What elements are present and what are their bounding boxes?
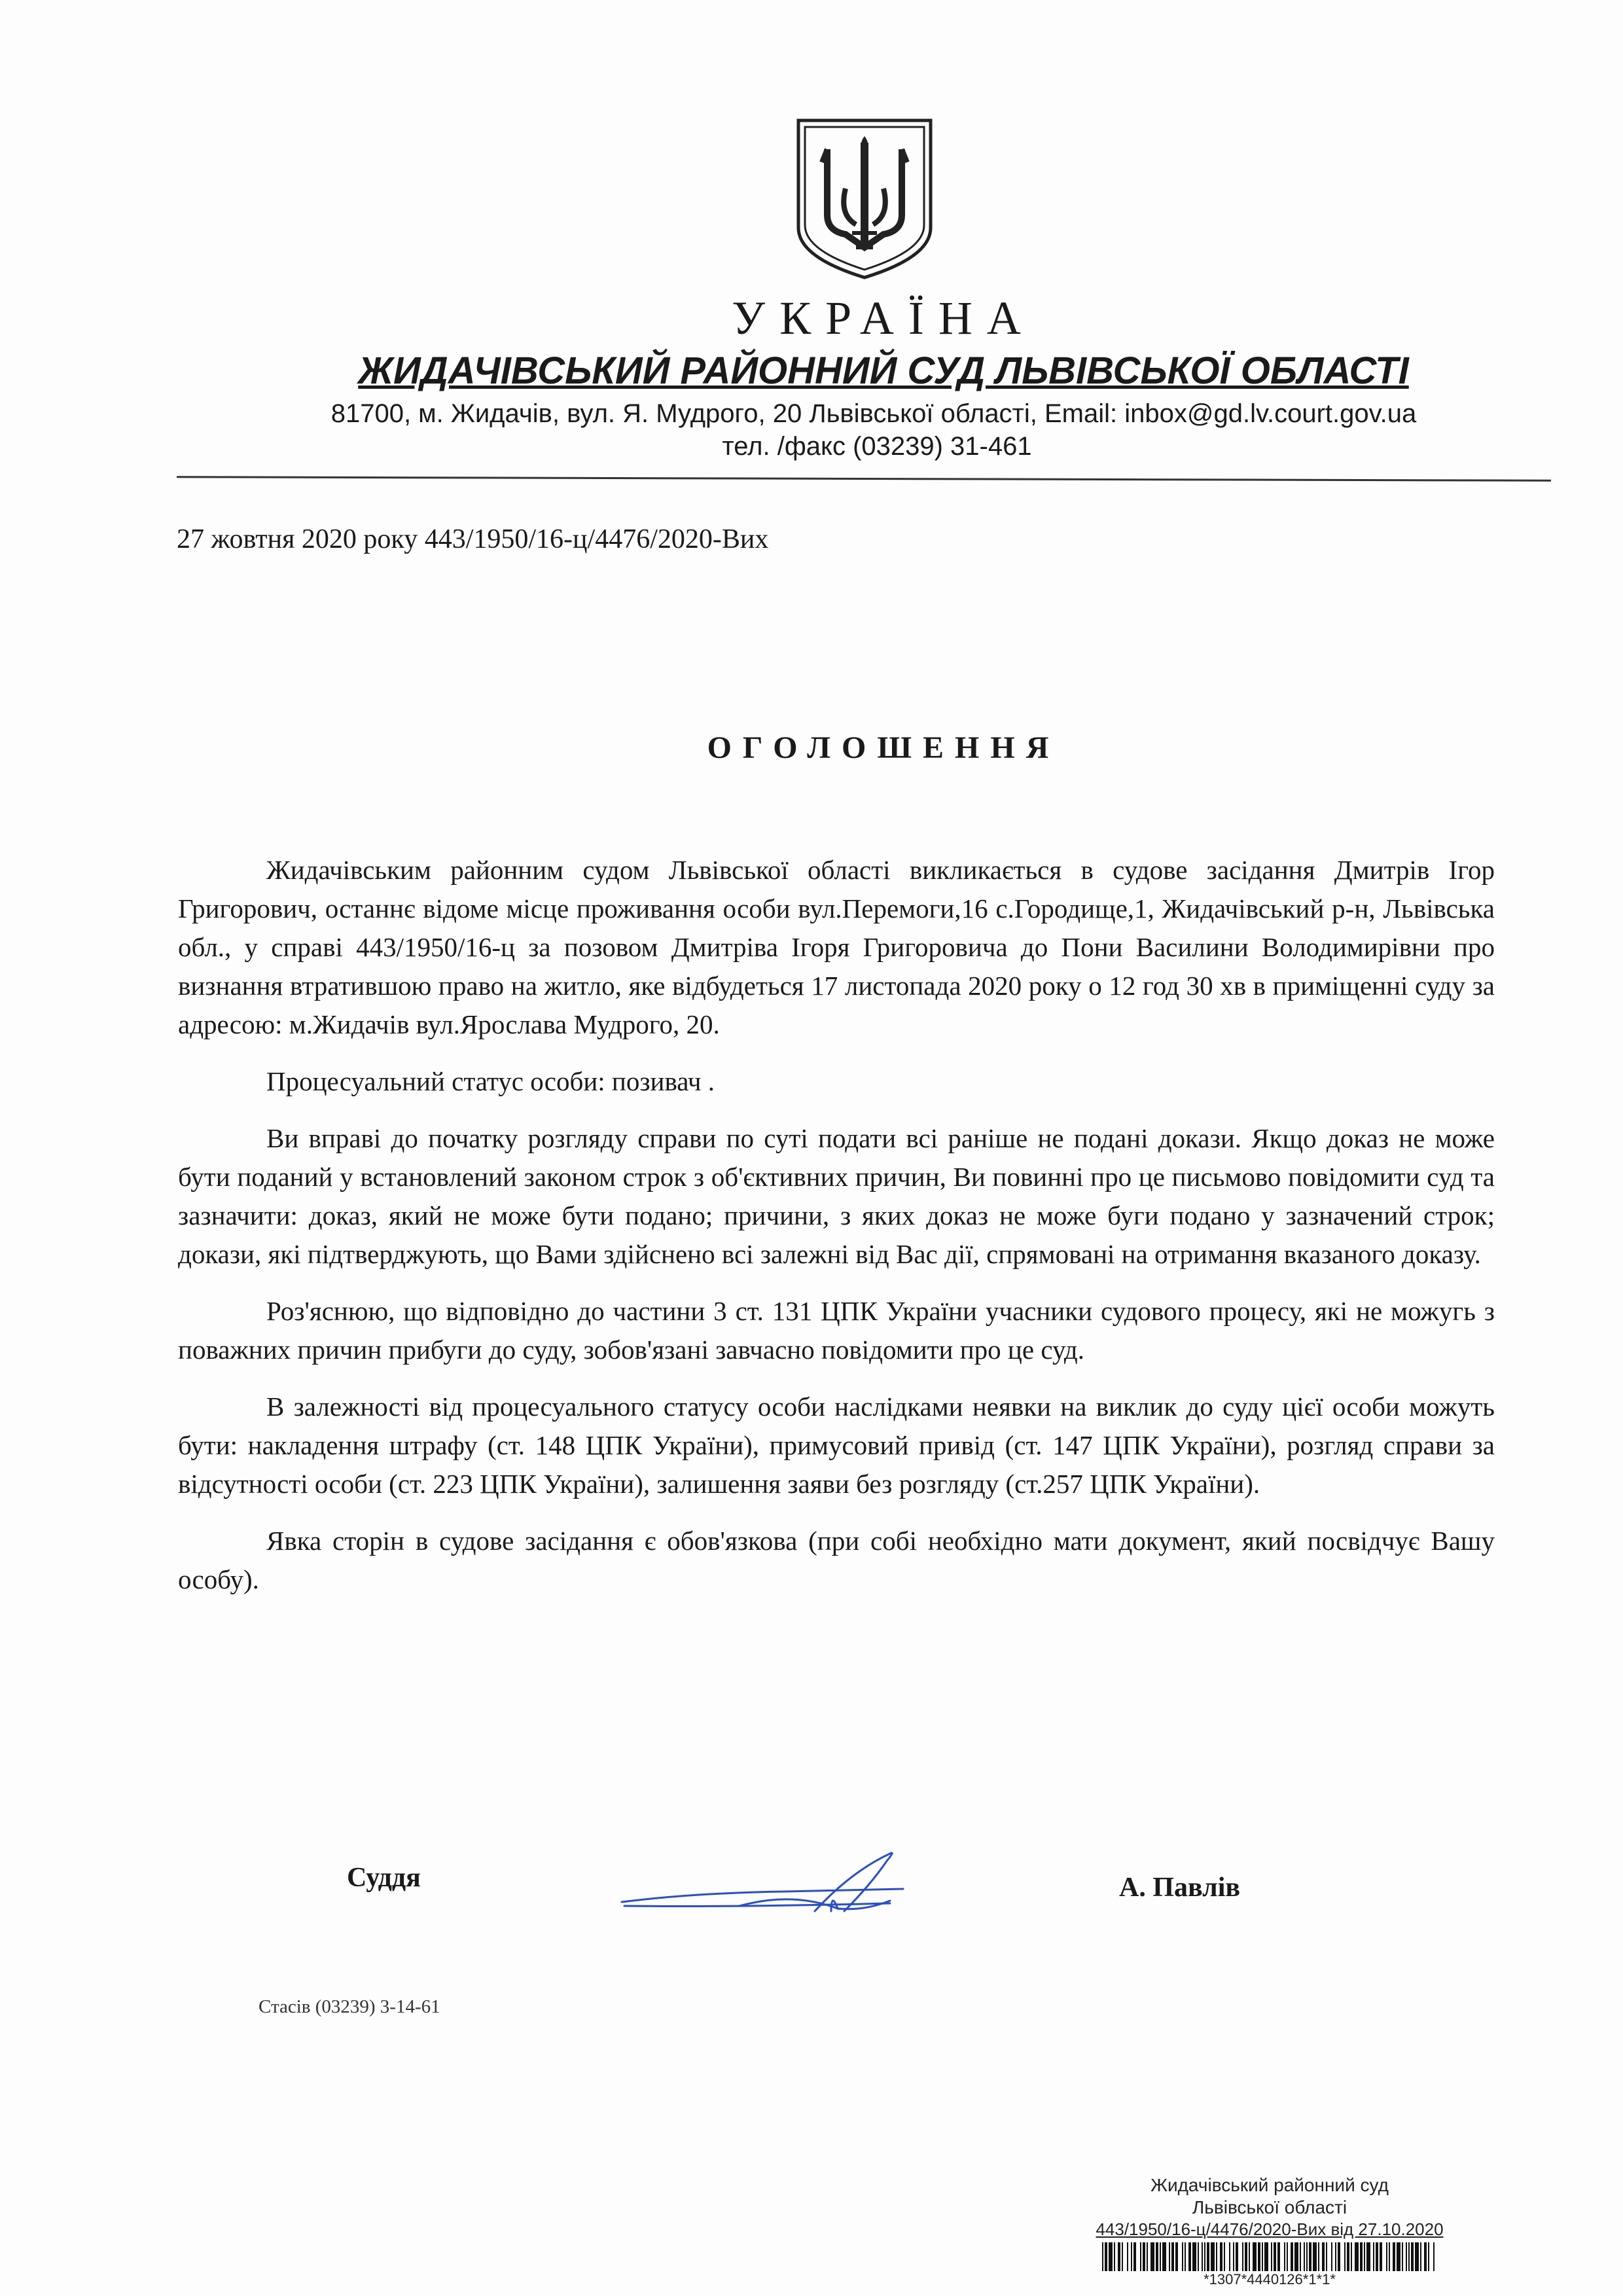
executor-contact: Стасів (03239) 3-14-61: [259, 1996, 440, 2017]
barcode-bar: [1428, 2242, 1429, 2271]
signature-block: [0, 1846, 1623, 1937]
barcode-bar: [1198, 2242, 1199, 2271]
outgoing-reference: 27 жовтня 2020 року 443/1950/16-ц/4476/2020-Вих: [177, 524, 769, 554]
stamp-registration-number: 443/1950/16-ц/4476/2020-Вих від 27.10.2020: [1096, 2219, 1444, 2239]
barcode-bar: [1360, 2242, 1363, 2271]
barcode-bar: [1335, 2242, 1336, 2271]
barcode-bar: [1188, 2242, 1191, 2271]
barcode-bar: [1204, 2242, 1205, 2271]
barcode-bar: [1143, 2242, 1145, 2271]
barcode-bar: [1211, 2242, 1215, 2271]
barcode-bar: [1406, 2242, 1407, 2271]
barcode-bar: [1291, 2242, 1293, 2271]
barcode-bar: [1109, 2242, 1113, 2271]
judge-label: Суддя: [347, 1863, 421, 1893]
barcode-bar: [1351, 2242, 1352, 2271]
barcode-bar: [1122, 2242, 1123, 2271]
barcode-bar: [1366, 2242, 1370, 2271]
barcode-bar: [1284, 2242, 1285, 2271]
barcode-bar: [1220, 2242, 1222, 2271]
attendance-paragraph: Явка сторін в судове засідання є обов'язкова (при собі необхідно мати документ, який посвідчує Вашу особу).: [178, 1526, 1495, 1594]
barcode-bar: [1140, 2242, 1141, 2271]
barcode-bar: [1102, 2242, 1103, 2271]
barcode-bar: [1233, 2242, 1234, 2271]
barcode-bar: [1192, 2242, 1196, 2271]
barcode-bar: [1338, 2242, 1340, 2271]
court-phone: тел. /факс (03239) 31-461: [722, 432, 1032, 461]
barcode-bar: [1224, 2242, 1225, 2271]
barcode-bar: [1171, 2242, 1174, 2271]
barcode-bar: [1318, 2242, 1319, 2271]
judge-name: А. Павлів: [1119, 1873, 1241, 1903]
document-title: ОГОЛОШЕННЯ: [707, 730, 1060, 765]
barcode-bar: [1160, 2242, 1161, 2271]
barcode-bar: [1376, 2242, 1378, 2271]
barcode-bar: [1380, 2242, 1382, 2271]
barcode-bar: [1242, 2242, 1243, 2271]
barcode-bar: [1344, 2242, 1346, 2271]
barcode-bar: [1393, 2242, 1395, 2271]
barcode-bar: [1420, 2242, 1421, 2271]
barcode-bar: [1162, 2242, 1166, 2271]
barcode-bar: [1175, 2242, 1178, 2271]
barcode-bar: [1355, 2242, 1359, 2271]
barcode-bar: [1433, 2242, 1435, 2271]
barcode-bar: [1408, 2242, 1410, 2271]
stamp-court-name: Жидачівський районний суд: [1150, 2175, 1389, 2195]
barcode-bar: [1411, 2242, 1414, 2271]
barcode-bar: [1397, 2242, 1400, 2271]
barcode-bar: [1373, 2242, 1374, 2271]
court-name: ЖИДАЧІВСЬКИЙ РАЙОННИЙ СУД ЛЬВІВСЬКОЇ ОБЛАСТІ: [358, 350, 1409, 392]
barcode-bar: [1287, 2242, 1288, 2271]
barcode-bar: [1262, 2242, 1263, 2271]
barcode-bar: [1216, 2242, 1217, 2271]
document-body: [178, 851, 1495, 1617]
barcode-bar: [1294, 2242, 1298, 2271]
barcode-bar: [1131, 2242, 1132, 2271]
barcode-bar: [1277, 2242, 1280, 2271]
barcode-bar: [1331, 2242, 1332, 2271]
barcode-bar: [1105, 2242, 1107, 2271]
procedural-status-paragraph: Процесуальний статус особи: позивач .: [266, 1066, 715, 1096]
header-divider: [177, 476, 1551, 481]
barcode-bar: [1313, 2242, 1317, 2271]
barcode-bar: [1236, 2242, 1238, 2271]
country-title: УКРАЇНА: [732, 292, 1035, 344]
barcode-bar: [1309, 2242, 1311, 2271]
handwritten-signature: [615, 1846, 923, 1924]
barcode-bar: [1147, 2242, 1148, 2271]
barcode-bar: [1326, 2242, 1327, 2271]
barcode-bar: [1185, 2242, 1186, 2271]
summons-paragraph: Жидачівським районним судом Львівської області викликається в судове засідання Дмитрів Ігор Григорович, останнє відоме місце проживання особи вул.Перемоги,16 с.Городище,1, Жидачівський р-н, Львівська обл., у справі 443/1950/16-ц за позовом Дмитріва Ігоря Григоровича до Пони Василини Володимирівни про визнання втратившою право на житло, яке відбудеться 17 листопада 2020 року о 12 год 30 хв в приміщенні суду за адресою: м.Жидачів вул.Ярослава Мудрого, 20.: [178, 855, 1495, 1039]
barcode-bar: [1415, 2242, 1419, 2271]
barcode-bar: [1114, 2242, 1115, 2271]
barcode-bar: [1202, 2242, 1203, 2271]
consequences-paragraph: В залежності від процесуального статусу особи наслідками неявки на виклик до суду цієї особи можуть бути: накладення штрафу (ст. 148 ЦПК України), примусовий привід (ст. 147 ЦПК України), розгляд справи за відсутності особи (ст. 223 ЦПК України), залишення заяви без розгляду (ст.257 ЦПК України).: [178, 1391, 1495, 1499]
barcode-bar: [1249, 2242, 1250, 2271]
barcode-bar: [1264, 2242, 1268, 2271]
barcode-bar: [1347, 2242, 1349, 2271]
barcode-bar: [1127, 2242, 1128, 2271]
barcode-bar: [1229, 2242, 1230, 2271]
barcode-bar: [1386, 2242, 1387, 2271]
barcode-bar: [1253, 2242, 1257, 2271]
barcode-bar: [1207, 2242, 1209, 2271]
barcode-bar: [1182, 2242, 1183, 2271]
barcode-bar: [1300, 2242, 1301, 2271]
trident-coat-of-arms-icon: [793, 117, 936, 280]
barcode-bar: [1274, 2242, 1276, 2271]
barcode-bar: [1245, 2242, 1247, 2271]
stamp-region: Львівської області: [1192, 2197, 1347, 2217]
notice-obligation-paragraph: Роз'яснюю, що відповідно до частини 3 ст. 131 ЦПК України учасники судового процесу, які не можугь з поважних причин прибуги до суду, зобов'язані завчасно повідомити про це суд.: [178, 1296, 1495, 1365]
barcode-bar: [1304, 2242, 1305, 2271]
court-address: 81700, м. Жидачів, вул. Я. Мудрого, 20 Львівської області, Email: inbox@gd.lv.court.gov.ua: [330, 399, 1417, 428]
barcode-bar: [1156, 2242, 1158, 2271]
barcode-bar: [1306, 2242, 1308, 2271]
barcode-bar: [1133, 2242, 1136, 2271]
barcode-bar: [1169, 2242, 1170, 2271]
barcode: [1099, 2242, 1440, 2271]
barcode-bar: [1322, 2242, 1325, 2271]
barcode-bar: [1150, 2242, 1154, 2271]
barcode-bar: [1424, 2242, 1427, 2271]
barcode-bar: [1118, 2242, 1120, 2271]
barcode-bar: [1402, 2242, 1403, 2271]
evidence-paragraph: Ви вправі до початку розгляду справи по суті подати всі раніше не подані докази. Якщо доказ не може бути поданий у встановлений законом строк з об'єктивних причин, Ви повинні про це письмово повідомити суд та зазначити: доказ, який не може бути подано; причини, з яких доказ не може буги подано у зазначений строк; докази, які підтверджують, що Вами здійснено всі залежні від Вас дії, спрямовані на отримання вказаного доказу.: [178, 1123, 1495, 1269]
barcode-bar: [1271, 2242, 1272, 2271]
barcode-text: *1307*4440126*1*1*: [1204, 2271, 1336, 2287]
barcode-bar: [1389, 2242, 1390, 2271]
barcode-bar: [1258, 2242, 1260, 2271]
registration-stamp: [1086, 2174, 1453, 2288]
barcode-bar: [1364, 2242, 1365, 2271]
